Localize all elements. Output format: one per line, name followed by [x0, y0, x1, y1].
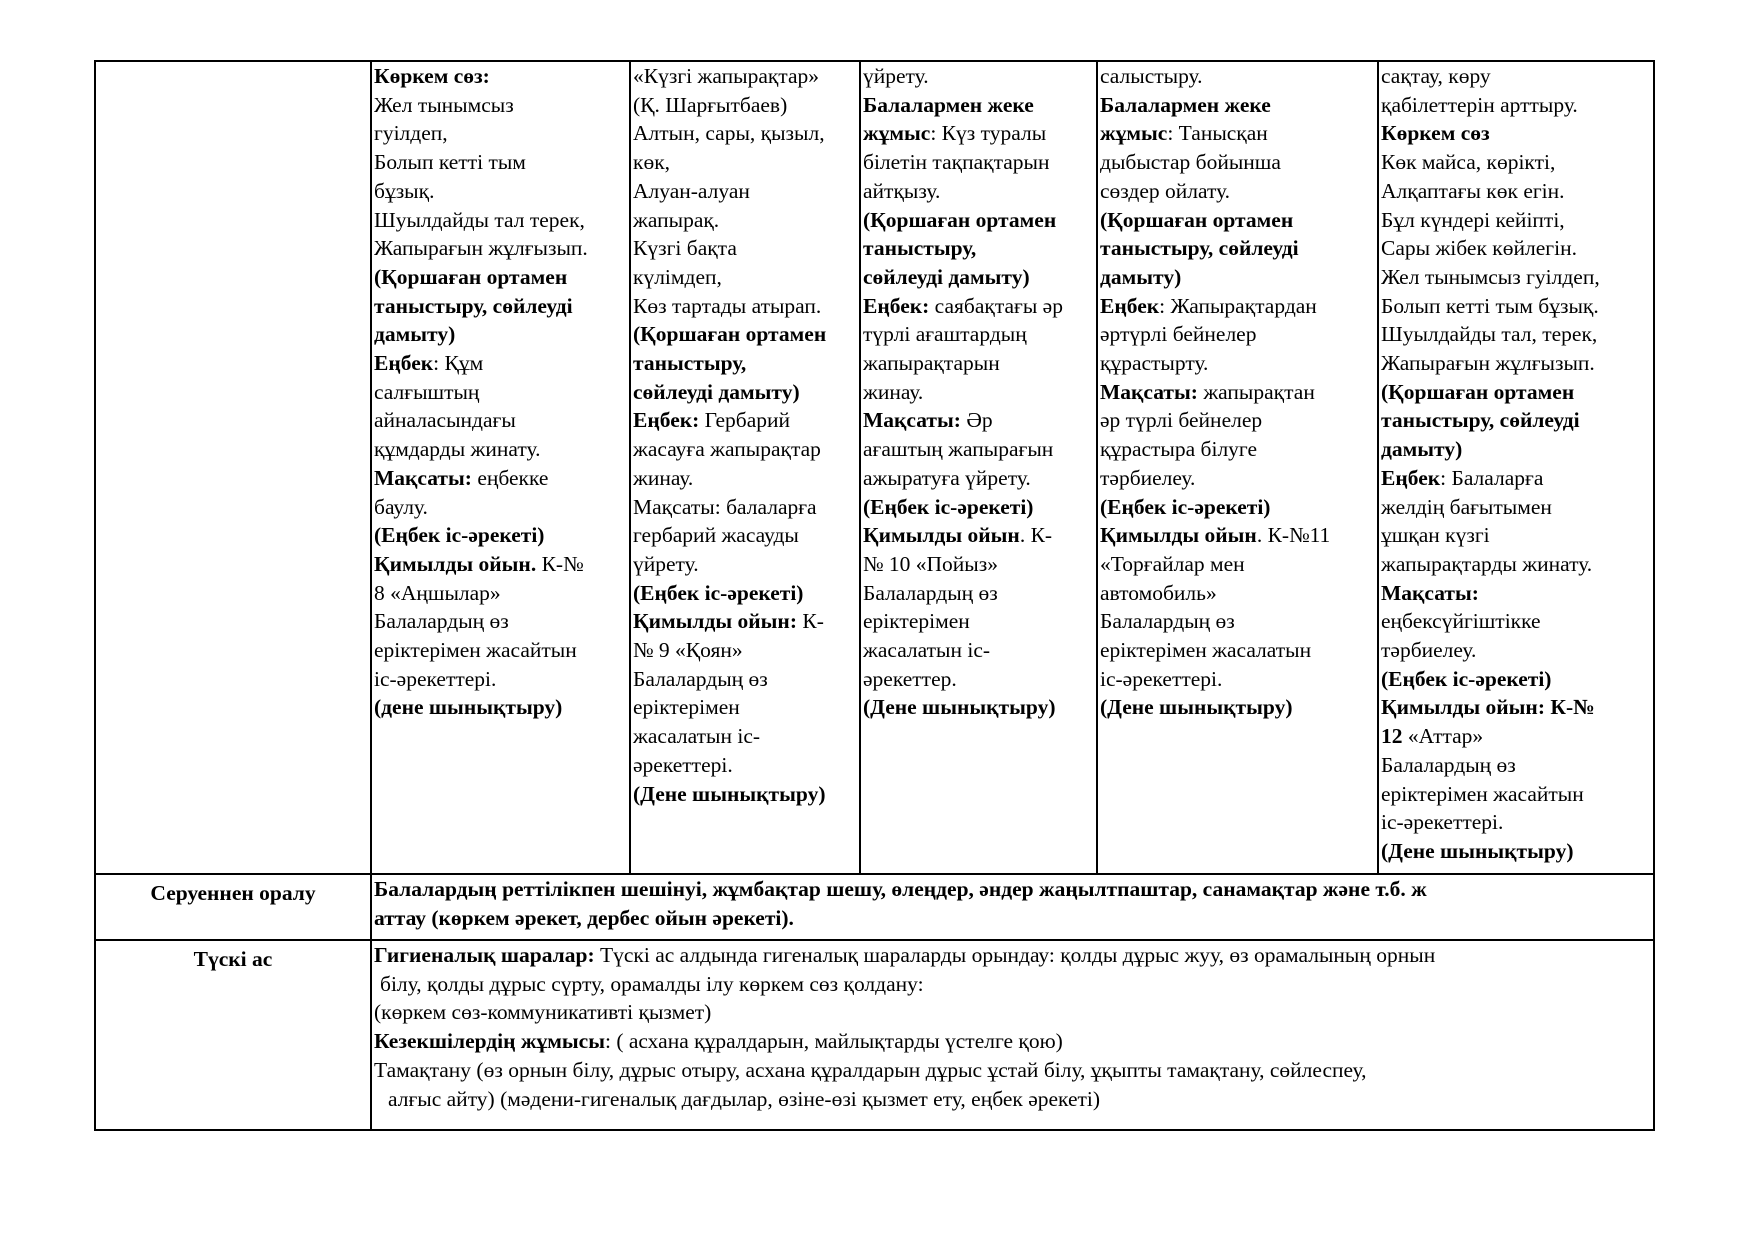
bold-text: Мақсаты:: [863, 408, 961, 433]
cell-line: [863, 378, 1094, 407]
text: алғыс айту) (мәдени-гигеналық дағдылар, өзіне-өзі қызмет ету, еңбек әрекеті): [388, 1086, 1101, 1111]
text: айтқызу.: [863, 178, 941, 203]
cell-line: [863, 665, 1094, 694]
cell-line: [1100, 464, 1375, 493]
cell-line: [1381, 91, 1651, 120]
bold-text: (Еңбек іс-әрекеті): [1100, 494, 1271, 519]
text: Жапырағын жұлғызып.: [374, 236, 588, 261]
bold-text: Көркем сөз:: [374, 64, 490, 88]
text: (көркем сөз-коммуникативті қызмет): [374, 1000, 712, 1025]
bold-text: Мақсаты:: [1100, 379, 1198, 404]
text: ажыратуға үйрету.: [863, 465, 1031, 490]
text: тәрбиелеу.: [1100, 465, 1196, 490]
bold-text: (дене шынықтыру): [374, 695, 563, 720]
bold-text: таныстыру, сөйлеуді: [1381, 408, 1580, 433]
return-row-label: Серуеннен оралу: [95, 874, 371, 940]
bold-text: (Қоршаған ортамен: [863, 207, 1057, 232]
text: жапырақ.: [633, 207, 720, 232]
text: : Жапырақтардан: [1159, 293, 1317, 318]
text: Шуылдайды тал, терек,: [1381, 322, 1598, 347]
cell-line: [863, 550, 1094, 579]
bold-text: (Дене шынықтыру): [1100, 695, 1293, 720]
cell-line: [863, 148, 1094, 177]
text: . К-: [1019, 523, 1053, 548]
text: салыстыру.: [1100, 64, 1203, 88]
cell-line: [1381, 206, 1651, 235]
cell-line: [633, 665, 857, 694]
lunch-row-content: [371, 940, 1654, 1130]
cell-line: [1100, 62, 1375, 91]
text: еңбексүйгіштікке: [1381, 609, 1541, 634]
daily-plan-table: [94, 60, 1655, 1131]
cell-line: [863, 607, 1094, 636]
text: жасалатын іс-: [633, 724, 761, 749]
text: қабілеттерін арттыру.: [1381, 92, 1578, 117]
bold-text: Балалармен жеке: [863, 92, 1034, 117]
bold-text: таныстыру, сөйлеуді: [374, 293, 573, 318]
text: : Күз туралы: [930, 121, 1047, 146]
text: еріктерімен жасалатын: [1100, 638, 1312, 663]
cell-line: [1100, 550, 1375, 579]
cell-line: [1100, 435, 1375, 464]
text: Алтын, сары, қызыл,: [633, 121, 825, 146]
cell-line: [1100, 206, 1375, 235]
bold-text: Қимылды ойын: К-№: [1381, 695, 1595, 720]
text: көк,: [633, 150, 671, 175]
text: (Қ. Шарғытбаев): [633, 92, 788, 117]
text: баулу.: [374, 494, 428, 519]
cell-line: [633, 292, 857, 321]
cell-line: [1381, 62, 1651, 91]
text: : Құм: [433, 351, 484, 376]
text: еріктерімен: [633, 695, 740, 720]
text: Шуылдайды тал терек,: [374, 207, 585, 232]
text: : ( асхана құралдарын, майлықтарды үстелге қою): [605, 1029, 1063, 1054]
cell-line: [633, 722, 857, 751]
cell-line: [374, 435, 627, 464]
bold-text: Балалармен жеке: [1100, 92, 1271, 117]
text: саябақтағы әр: [929, 293, 1063, 318]
bold-text: (Дене шынықтыру): [633, 781, 826, 806]
text: Балалардың өз: [374, 609, 509, 634]
lunch-line: [374, 1085, 1651, 1114]
text: дыбыстар бойынша: [1100, 150, 1281, 175]
cell-line: [1100, 665, 1375, 694]
text: ағаштың жапырағын: [863, 437, 1054, 462]
cell-line: [633, 206, 857, 235]
cell-line: [374, 119, 627, 148]
text: Балалардың өз: [633, 666, 768, 691]
cell-line: [374, 693, 627, 722]
cell-line: [1381, 751, 1651, 780]
text: «Аттар»: [1402, 724, 1484, 749]
text: 8 «Аңшылар»: [374, 580, 501, 605]
cell-line: [374, 91, 627, 120]
bold-text: (Еңбек іс-әрекеті): [374, 523, 545, 548]
cell-line: [1381, 607, 1651, 636]
cell-line: [633, 751, 857, 780]
lunch-line: [374, 1027, 1651, 1056]
bold-text: Еңбек:: [633, 408, 700, 433]
walk-day-1-cell: [371, 61, 630, 874]
text: Көк майса, көрікті,: [1381, 150, 1556, 175]
text: Әр: [960, 408, 993, 433]
text: сөздер ойлату.: [1100, 178, 1231, 203]
cell-line: [1381, 780, 1651, 809]
cell-line: [633, 378, 857, 407]
cell-line: [863, 579, 1094, 608]
cell-line: [1100, 119, 1375, 148]
bold-text: дамыту): [374, 322, 456, 347]
lunch-row: [95, 940, 1654, 1130]
cell-line: [863, 464, 1094, 493]
bold-text: Қимылды ойын: [1100, 523, 1257, 548]
text: желдің бағытымен: [1381, 494, 1552, 519]
cell-line: [633, 693, 857, 722]
text: әртүрлі бейнелер: [1100, 322, 1257, 347]
cell-line: [1100, 493, 1375, 522]
cell-line: [1100, 292, 1375, 321]
cell-line: [633, 550, 857, 579]
cell-line: [1381, 493, 1651, 522]
text: құмдарды жинату.: [374, 437, 541, 462]
cell-line: [863, 292, 1094, 321]
cell-line: [633, 780, 857, 809]
cell-line: [1381, 435, 1651, 464]
text: айналасындағы: [374, 408, 516, 433]
bold-text: Көркем сөз: [1381, 121, 1490, 146]
bold-text: жұмыс: [1100, 121, 1168, 146]
cell-line: [374, 292, 627, 321]
text: іс-әрекеттері.: [1381, 810, 1504, 835]
cell-line: [1381, 837, 1651, 866]
text: Жапырағын жұлғызып.: [1381, 351, 1595, 376]
text: № 10 «Пойыз»: [863, 551, 998, 576]
text: Алқаптағы көк егін.: [1381, 178, 1565, 203]
cell-line: [863, 435, 1094, 464]
text: Күзгі бақта: [633, 236, 737, 261]
text: жапырақтан: [1197, 379, 1315, 404]
text: К-: [796, 609, 824, 634]
cell-line: [863, 349, 1094, 378]
bold-text: (Еңбек іс-әрекеті): [863, 494, 1034, 519]
text: күлімдеп,: [633, 264, 722, 289]
bold-text: (Дене шынықтыру): [1381, 838, 1574, 863]
text: сақтау, көру: [1381, 64, 1491, 88]
bold-text: таныстыру,: [863, 236, 977, 261]
cell-line: [374, 148, 627, 177]
cell-line: [633, 521, 857, 550]
cell-line: [374, 579, 627, 608]
cell-line: [374, 234, 627, 263]
cell-line: [863, 234, 1094, 263]
walk-day-2-cell: [630, 61, 860, 874]
text: гуілдеп,: [374, 121, 448, 146]
bold-text: (Қоршаған ортамен: [374, 264, 568, 289]
bold-text: (Еңбек іс-әрекеті): [633, 580, 804, 605]
cell-line: [633, 349, 857, 378]
return-row-line: аттау (көркем әрекет, дербес ойын әрекеті).: [374, 905, 794, 930]
cell-line: [1100, 320, 1375, 349]
cell-line: [1100, 607, 1375, 636]
cell-line: [374, 320, 627, 349]
bold-text: Қимылды ойын: [863, 523, 1020, 548]
bold-text: Гигиеналық шаралар:: [374, 943, 595, 967]
text: іс-әрекеттері.: [374, 666, 497, 691]
bold-text: Еңбек: [374, 351, 434, 376]
cell-line: [1100, 693, 1375, 722]
cell-line: [1100, 263, 1375, 292]
cell-line: [1381, 693, 1651, 722]
cell-line: [374, 177, 627, 206]
cell-line: [1100, 177, 1375, 206]
cell-line: [1381, 349, 1651, 378]
cell-line: [374, 521, 627, 550]
text: гербарий жасауды: [633, 523, 799, 548]
cell-line: [1381, 722, 1651, 751]
text: білу, қолды дұрыс сүрту, орамалды ілу көркем сөз қолдану:: [380, 971, 924, 996]
text: автомобиль»: [1100, 580, 1217, 605]
cell-line: [1100, 406, 1375, 435]
cell-line: [1381, 636, 1651, 665]
cell-line: [863, 636, 1094, 665]
text: Гербарий: [699, 408, 790, 433]
text: үйрету.: [633, 551, 699, 576]
cell-line: [374, 636, 627, 665]
bold-text: жұмыс: [863, 121, 931, 146]
walk-day-5-cell: [1378, 61, 1654, 874]
cell-line: [863, 693, 1094, 722]
text: ұшқан күзгі: [1381, 523, 1490, 548]
cell-line: [1381, 464, 1651, 493]
cell-line: [1381, 148, 1651, 177]
cell-line: [374, 206, 627, 235]
text: «Күзгі жапырақтар»: [633, 64, 820, 88]
cell-line: [1100, 234, 1375, 263]
text: Болып кетті тым: [374, 150, 526, 175]
walk-row: [95, 61, 1654, 874]
lunch-line: [374, 1056, 1651, 1085]
cell-line: [1100, 521, 1375, 550]
cell-line: [374, 550, 627, 579]
cell-line: [633, 234, 857, 263]
text: әрекеттері.: [633, 752, 733, 777]
cell-line: [633, 119, 857, 148]
text: Бұл күндері кейіпті,: [1381, 207, 1565, 232]
text: әр түрлі бейнелер: [1100, 408, 1263, 433]
cell-line: [1381, 665, 1651, 694]
text: құрастырту.: [1100, 351, 1209, 376]
cell-line: [374, 665, 627, 694]
cell-line: [633, 148, 857, 177]
cell-line: [633, 493, 857, 522]
text: № 9 «Қоян»: [633, 638, 743, 663]
bold-text: дамыту): [1381, 437, 1463, 462]
walk-row-label: [95, 61, 371, 874]
bold-text: (Қоршаған ортамен: [1100, 207, 1294, 232]
text: . К-№11: [1256, 523, 1331, 548]
bold-text: дамыту): [1100, 264, 1182, 289]
text: білетін тақпақтарын: [863, 150, 1050, 175]
text: Жел тынымсыз: [374, 92, 514, 117]
cell-line: [1381, 550, 1651, 579]
cell-line: [1381, 406, 1651, 435]
cell-line: [863, 91, 1094, 120]
cell-line: [1100, 636, 1375, 665]
text: Көз тартады атырап.: [633, 293, 822, 318]
cell-line: [1100, 378, 1375, 407]
text: Болып кетті тым бұзық.: [1381, 293, 1599, 318]
cell-line: [374, 493, 627, 522]
cell-line: [1100, 148, 1375, 177]
return-row-line: Балалардың реттілікпен шешінуі, жұмбақтар шешу, өлеңдер, әндер жаңылтпаштар, санамақтар және т.б. ж: [374, 877, 1427, 901]
bold-text: таныстыру, сөйлеуді: [1100, 236, 1299, 261]
cell-line: [374, 464, 627, 493]
cell-line: [633, 263, 857, 292]
text: жасауға жапырақтар: [633, 437, 821, 462]
cell-line: [1381, 579, 1651, 608]
cell-line: [374, 349, 627, 378]
text: Жел тынымсыз гуілдеп,: [1381, 264, 1600, 289]
text: Сары жібек көйлегін.: [1381, 236, 1577, 261]
text: әрекеттер.: [863, 666, 957, 691]
cell-line: [1381, 320, 1651, 349]
cell-line: [1381, 292, 1651, 321]
lunch-line: [374, 941, 1651, 970]
cell-line: [1100, 349, 1375, 378]
text: үйрету.: [863, 64, 929, 88]
bold-text: Мақсаты:: [374, 465, 472, 490]
cell-line: [633, 607, 857, 636]
text: жапырақтарды жинату.: [1381, 551, 1593, 576]
lunch-row-label: Түскі ас: [95, 940, 371, 1130]
walk-day-4-cell: [1097, 61, 1378, 874]
cell-line: [633, 91, 857, 120]
bold-text: (Дене шынықтыру): [863, 695, 1056, 720]
text: : Танысқан: [1167, 121, 1268, 146]
text: Мақсаты: балаларға: [633, 494, 817, 519]
text: жапырақтарын: [863, 351, 1000, 376]
cell-line: [633, 320, 857, 349]
bold-text: (Еңбек іс-әрекеті): [1381, 666, 1552, 691]
cell-line: [633, 62, 857, 91]
cell-line: [374, 263, 627, 292]
text: түрлі ағаштардың: [863, 322, 1027, 347]
text: іс-әрекеттері.: [1100, 666, 1223, 691]
text: еңбекке: [471, 465, 549, 490]
cell-line: [1381, 521, 1651, 550]
return-row-content: [371, 874, 1654, 940]
cell-line: [863, 263, 1094, 292]
text: Тамақтану (өз орнын білу, дұрыс отыру, асхана құралдарын дұрыс ұстай білу, ұқыпты тамақтану, сөйлеспеу,: [374, 1057, 1367, 1082]
text: құрастыра білуге: [1100, 437, 1258, 462]
return-row: [95, 874, 1654, 940]
bold-text: Еңбек: [1381, 465, 1441, 490]
cell-line: [633, 435, 857, 464]
cell-line: [863, 406, 1094, 435]
cell-line: [374, 62, 627, 91]
text: еріктерімен жасайтын: [374, 638, 577, 663]
bold-text: таныстыру,: [633, 351, 747, 376]
text: Балалардың өз: [1381, 752, 1516, 777]
cell-line: [1100, 91, 1375, 120]
cell-line: [633, 177, 857, 206]
cell-line: [374, 406, 627, 435]
cell-line: [863, 521, 1094, 550]
cell-line: [1381, 808, 1651, 837]
cell-line: [1381, 234, 1651, 263]
text: : Балаларға: [1440, 465, 1544, 490]
bold-text: (Қоршаған ортамен: [633, 322, 827, 347]
bold-text: Еңбек: [1100, 293, 1160, 318]
text: «Торғайлар мен: [1100, 551, 1245, 576]
text: Түскі ас алдында гигеналық шараларды орындау: қолды дұрыс жуу, өз орамалының орнын: [594, 943, 1436, 967]
cell-line: [1381, 378, 1651, 407]
cell-line: [863, 119, 1094, 148]
cell-line: [863, 62, 1094, 91]
text: бұзық.: [374, 178, 435, 203]
cell-line: [633, 464, 857, 493]
cell-line: [633, 406, 857, 435]
walk-day-3-cell: [860, 61, 1097, 874]
cell-line: [863, 320, 1094, 349]
cell-line: [863, 206, 1094, 235]
bold-text: 12: [1381, 724, 1403, 749]
cell-line: [633, 636, 857, 665]
cell-line: [374, 378, 627, 407]
cell-line: [1100, 579, 1375, 608]
cell-line: [863, 493, 1094, 522]
lunch-line: [374, 998, 1651, 1027]
bold-text: Кезекшілердің жұмысы: [374, 1029, 605, 1054]
bold-text: сөйлеуді дамыту): [633, 379, 800, 404]
bold-text: Қимылды ойын.: [374, 551, 537, 576]
cell-line: [1381, 177, 1651, 206]
cell-line: [374, 607, 627, 636]
bold-text: Еңбек:: [863, 293, 930, 318]
bold-text: сөйлеуді дамыту): [863, 264, 1030, 289]
cell-line: [633, 579, 857, 608]
text: еріктерімен жасайтын: [1381, 781, 1584, 806]
text: К-№: [536, 551, 584, 576]
cell-line: [1381, 263, 1651, 292]
bold-text: (Қоршаған ортамен: [1381, 379, 1575, 404]
cell-line: [1381, 119, 1651, 148]
text: жинау.: [633, 465, 694, 490]
lunch-line: [374, 970, 1651, 999]
text: Балалардың өз: [863, 580, 998, 605]
cell-line: [863, 177, 1094, 206]
bold-text: Қимылды ойын:: [633, 609, 797, 634]
text: Алуан-алуан: [633, 178, 750, 203]
text: салғыштың: [374, 379, 480, 404]
text: тәрбиелеу.: [1381, 638, 1477, 663]
text: жинау.: [863, 379, 924, 404]
text: еріктерімен: [863, 609, 970, 634]
text: Балалардың өз: [1100, 609, 1235, 634]
bold-text: Мақсаты:: [1381, 580, 1479, 605]
text: жасалатын іс-: [863, 638, 991, 663]
